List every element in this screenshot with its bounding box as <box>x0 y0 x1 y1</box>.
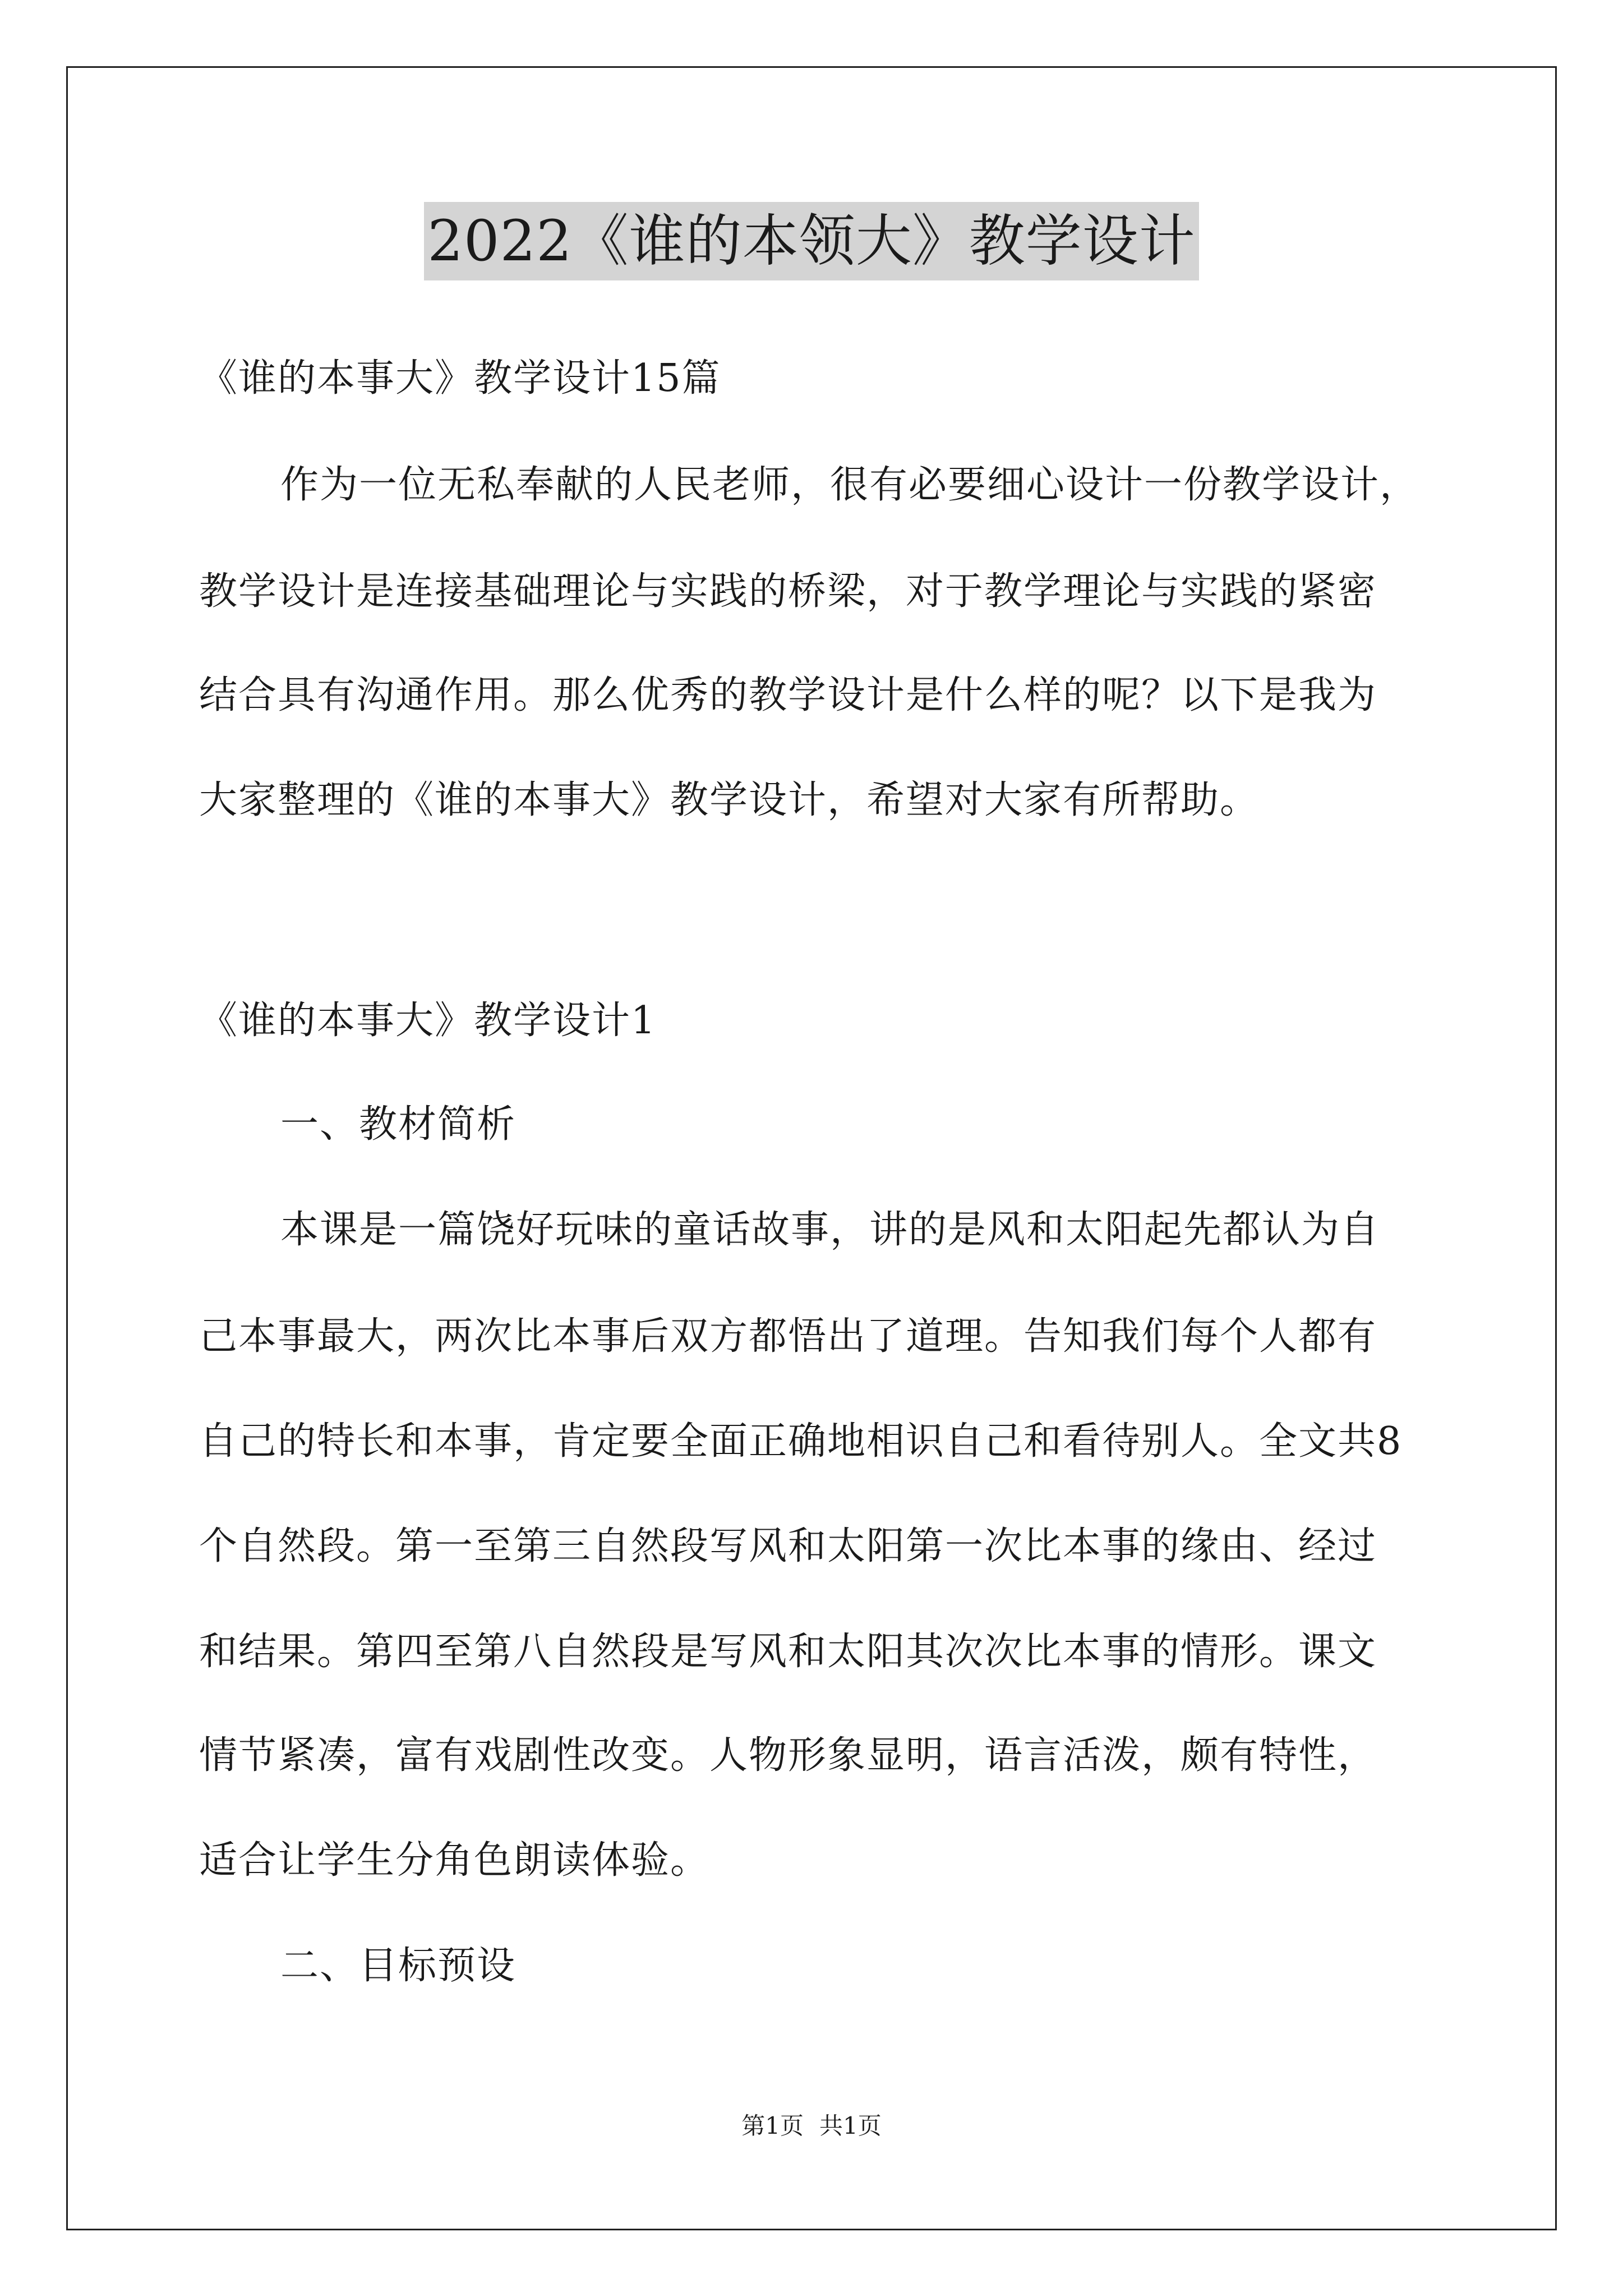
body-line: 己本事最大，两次比本事后双方都悟出了道理。告知我们每个人都有 <box>199 1314 1377 1359</box>
part-heading: 二、目标预设 <box>280 1944 517 1988</box>
intro-line: 作为一位无私奉献的人民老师，很有必要细心设计一份教学设计， <box>280 463 1419 507</box>
body-line: 本课是一篇饶好玩味的童话故事，讲的是风和太阳起先都认为自 <box>280 1208 1380 1252</box>
document-subtitle: 《谁的本事大》教学设计15篇 <box>199 356 721 401</box>
body-line: 和结果。第四至第八自然段是写风和太阳其次次比本事的情形。课文 <box>199 1630 1377 1674</box>
body-line: 自己的特长和本事，肯定要全面正确地相识自己和看待别人。全文共8 <box>199 1419 1403 1464</box>
body-line: 情节紧凑，富有戏剧性改变。人物形象显明，语言活泼，颇有特性， <box>199 1733 1377 1778</box>
intro-line: 教学设计是连接基础理论与实践的桥梁，对于教学理论与实践的紧密 <box>199 569 1377 614</box>
part-heading: 一、教材简析 <box>280 1102 517 1147</box>
page-total: 共1页 <box>819 2112 882 2139</box>
page-number: 第1页 <box>741 2112 804 2139</box>
body-line: 个自然段。第一至第三自然段写风和太阳第一次比本事的缘由、经过 <box>199 1524 1377 1568</box>
intro-line: 结合具有沟通作用。那么优秀的教学设计是什么样的呢？以下是我为 <box>199 673 1377 717</box>
document-title: 2022《谁的本领大》教学设计 <box>424 202 1199 280</box>
page-footer <box>0 2109 1623 2143</box>
section-heading: 《谁的本事大》教学设计1 <box>199 999 657 1043</box>
body-line: 适合让学生分角色朗读体验。 <box>199 1838 710 1883</box>
intro-line: 大家整理的《谁的本事大》教学设计，希望对大家有所帮助。 <box>199 778 1260 822</box>
title-container <box>0 202 1623 280</box>
